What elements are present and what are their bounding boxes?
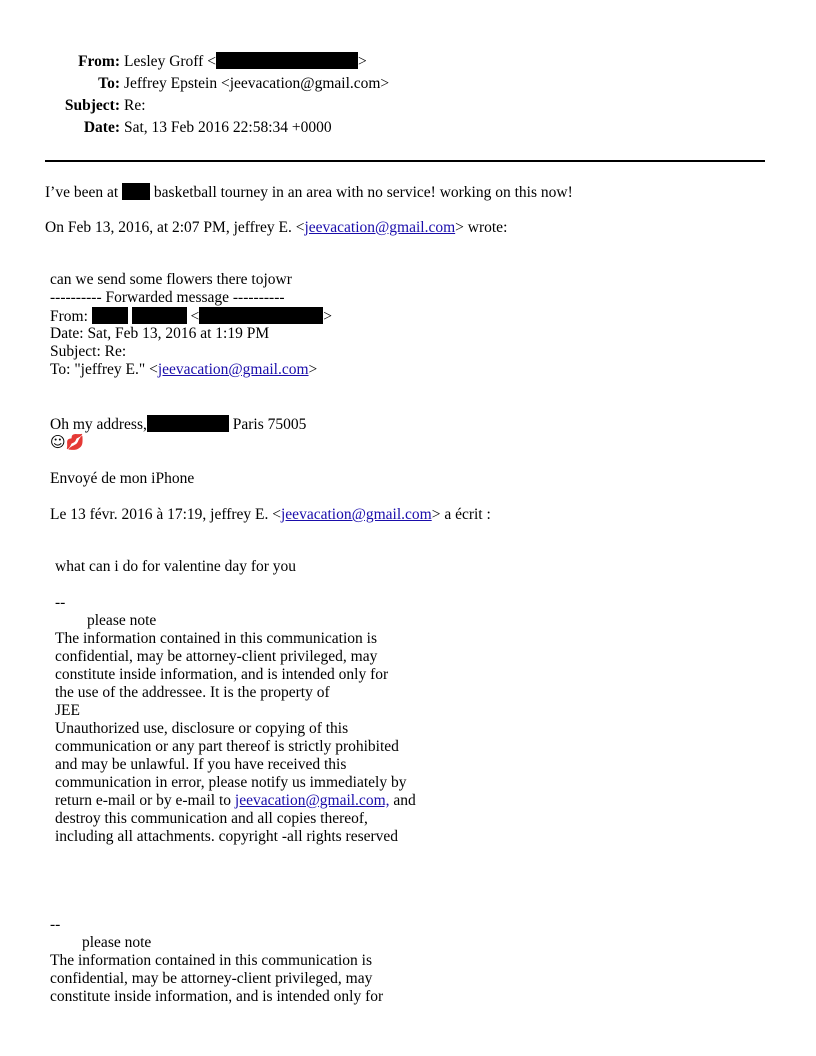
date-value: Sat, 13 Feb 2016 22:58:34 +0000 <box>124 119 332 136</box>
forward-from-gt: > <box>323 308 333 325</box>
forward-from-label: From: <box>50 308 88 325</box>
valentine-question: what can i do for valentine day for you <box>55 558 297 575</box>
email-link[interactable]: jeevacation@gmail.com, <box>234 792 390 809</box>
quote-attr-pre: Le 13 févr. 2016 à 17:19, jeffrey E. < <box>50 506 281 523</box>
email-link[interactable]: jeevacation@gmail.com <box>281 506 432 523</box>
please-note: please note <box>82 934 152 951</box>
inner-signature <box>55 594 416 846</box>
return-post: and <box>389 792 416 809</box>
disclaimer-line: and may be unlawful. If you have received this <box>55 756 347 773</box>
disclaimer-line: constitute inside information, and is intended only for <box>55 666 389 683</box>
disclaimer-line <box>55 792 416 810</box>
forward-separator: ---------- Forwarded message ---------- <box>50 289 285 306</box>
to-value: Jeffrey Epstein <jeevacation@gmail.com> <box>124 75 390 92</box>
to-label: To: <box>98 75 120 92</box>
forward-to-label: To: "jeffrey E." < <box>50 361 158 378</box>
forwarded-block <box>50 271 332 379</box>
subject-row <box>0 96 700 116</box>
header-divider <box>45 160 765 162</box>
disclaimer-line: destroy this communication and all copies thereof, <box>55 810 368 827</box>
forward-from-lt: < <box>190 308 200 325</box>
subject-label: Subject: <box>64 97 120 114</box>
signature-dash: -- <box>55 594 66 611</box>
address-line <box>50 415 306 433</box>
forward-from <box>50 307 332 325</box>
emoji-line: ☺💋 <box>50 433 85 451</box>
disclaimer-line: communication in error, please notify us immediately by <box>55 774 407 791</box>
date-row <box>0 118 700 138</box>
quote-attr-post: > a écrit : <box>431 506 491 523</box>
forward-note: can we send some flowers there tojowr <box>50 271 292 288</box>
from-close: > <box>357 53 367 70</box>
disclaimer-line: the use of the addressee. It is the property of <box>55 684 330 701</box>
disclaimer-line: communication or any part thereof is strictly prohibited <box>55 738 399 755</box>
address-post: Paris 75005 <box>232 416 307 433</box>
address-pre: Oh my address, <box>50 416 147 433</box>
disclaimer-line: including all attachments. copyright -all rights reserved <box>55 828 399 845</box>
forward-date: Date: Sat, Feb 13, 2016 at 1:19 PM <box>50 325 270 342</box>
date-label: Date: <box>83 119 120 136</box>
please-note: please note <box>87 612 157 629</box>
return-pre: return e-mail or by e-mail to <box>55 792 235 809</box>
from-row <box>0 52 700 72</box>
from-name: Lesley Groff < <box>124 53 216 70</box>
redaction-box <box>122 183 150 200</box>
reply-quote-attribution <box>45 219 507 237</box>
quote-attr-pre: On Feb 13, 2016, at 2:07 PM, jeffrey E. < <box>45 219 305 236</box>
reply-body <box>45 183 573 202</box>
reply-text-post: basketball tourney in an area with no service! working on this now! <box>153 184 573 201</box>
redaction-box <box>92 307 128 324</box>
redaction-box <box>147 415 229 432</box>
forward-subject: Subject: Re: <box>50 343 127 360</box>
disclaimer-line: The information contained in this communication is <box>50 952 372 969</box>
disclaimer-line: The information contained in this communication is <box>55 630 377 647</box>
disclaimer-line: constitute inside information, and is intended only for <box>50 988 384 1005</box>
outer-signature <box>50 916 383 1006</box>
email-link[interactable]: jeevacation@gmail.com <box>157 361 309 378</box>
from-label: From: <box>78 53 120 70</box>
address-block <box>50 415 306 451</box>
to-row <box>0 74 700 94</box>
email-link[interactable]: jeevacation@gmail.com <box>304 219 456 236</box>
redaction-box <box>132 307 187 324</box>
from-value <box>124 52 367 72</box>
forward-to <box>50 361 332 379</box>
signature-dash: -- <box>50 916 61 933</box>
redaction-box <box>216 52 358 69</box>
redaction-box <box>199 307 323 324</box>
quote-attr-post: > wrote: <box>455 219 508 236</box>
sent-from-signature: Envoyé de mon iPhone <box>50 470 195 487</box>
disclaimer-line: confidential, may be attorney-client privileged, may <box>55 648 378 665</box>
reply-text-pre: I’ve been at <box>45 184 119 201</box>
subject-value: Re: <box>124 97 146 114</box>
disclaimer-line: confidential, may be attorney-client privileged, may <box>50 970 373 987</box>
french-quote-attribution <box>50 506 491 524</box>
forward-to-close: > <box>308 361 318 378</box>
disclaimer-line: Unauthorized use, disclosure or copying of this <box>55 720 349 737</box>
disclaimer-line: JEE <box>55 702 80 719</box>
